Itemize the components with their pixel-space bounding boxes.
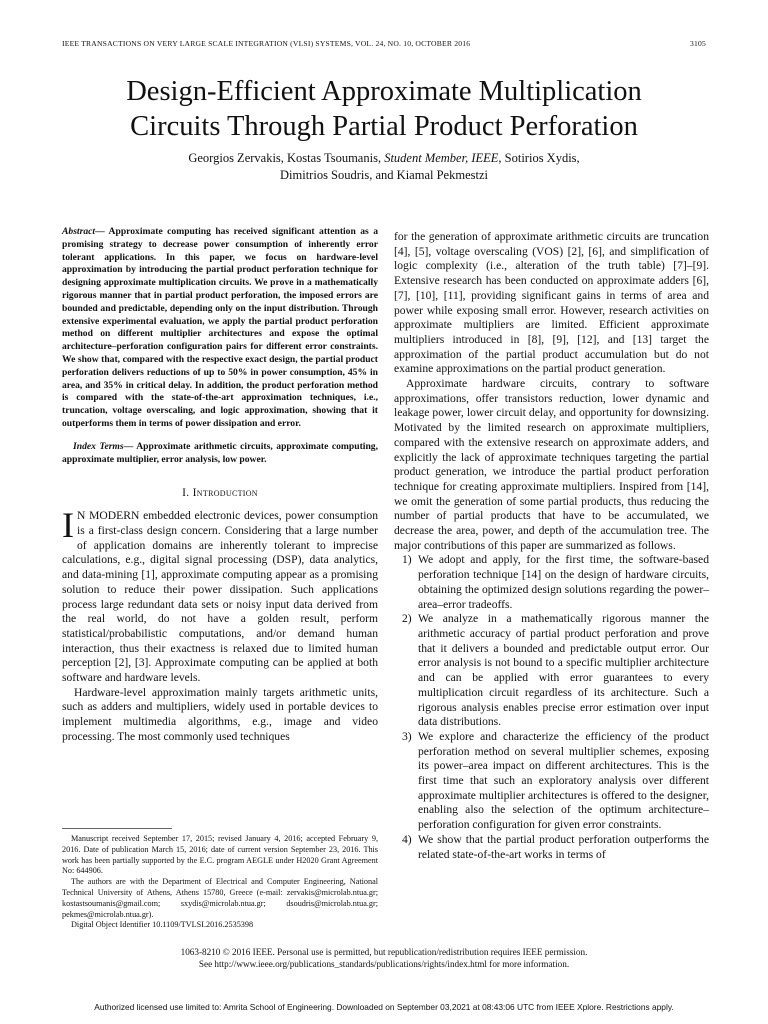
intro-paragraph-2: Hardware-level approximation mainly targets arithmetic units, such as adders and multipliers, widely used in portable devices to implement multimedia algorithms, e.g., image and video processing. The most commonly used techniques — [62, 685, 378, 743]
right-paragraph-2: Approximate hardware circuits, contrary to software approximations, offer transistors reduction, lower dynamic and leakage power, lower circuit delay, and opportunity for downsizing. Motivated by the limited research on approximate multipliers, compared with the extensive research on approximate adders, and explicitly the lack of approximate techniques targeting the partial product generation, we introduce the partial product perforation technique for creating approximate multipliers. Inspired from [14], we omit the generation of some partial products, thus reducing the number of partial products that have to be accumulated, we decrease the area, power, and depth of the accumulation tree. The major contributions of this paper are summarized as follows. — [394, 377, 709, 552]
footnotes — [62, 834, 378, 931]
list-item-text: We analyze in a mathematically rigorous manner the arithmetic accuracy of partial product perforation and prove that it delivers a bounded and predictable output error. Our error analysis is not bound to a specific multiplier architecture and can be applied with error guarantees to every multiplication circuit regardless of its architecture. Such a rigorous analysis enables precise error estimation over input data distributions. — [418, 612, 709, 729]
intro-lead-words: N MODERN — [77, 509, 140, 523]
contributions-list — [394, 553, 709, 862]
list-item-number: 4) — [402, 832, 412, 846]
list-item — [394, 612, 709, 730]
index-terms — [62, 441, 378, 467]
copyright-line-2: See http://www.ieee.org/publications_standards/publications/rights/index.html for more information. — [198, 959, 570, 969]
title-line-2: Circuits Through Partial Product Perforation — [130, 111, 638, 142]
footnote-divider — [62, 828, 172, 829]
intro-paragraph-1-text: embedded electronic devices, power consumption is a first-class design concern. Considering that a large number of application domains are inherently tolerant to imprecise calculations, e.g., digital signal processing (DSP), data analytics, and data-mining [1], approximate computing appear as a promising solution to reduce their power dissipation. Such applications process large redundant data sets or noisy input data derived from the real world, do not have a golden result, perform statistical/probabilistic computations, and/or demand human interaction, thus their exactness is relaxed due to limited human perception [2], [3]. Approximate computing can be applied at both software and hardware levels. — [62, 509, 379, 685]
intro-paragraph-1 — [62, 505, 379, 685]
footnote-received: Manuscript received September 17, 2015; revised January 4, 2016; accepted February 9, 2016. Date of publication March 15, 2016; date of current version September 23, 2016. This work has been partially supported by the E.C. program AEGLE under H2020 Grant Agreement No: 644906. — [62, 834, 378, 876]
list-item-number: 3) — [402, 729, 412, 743]
list-item-text: We adopt and apply, for the first time, the software-based perforation technique [14] on the design of hardware circuits, obtaining the optimized design solutions regarding the power–area–error tradeoffs. — [418, 553, 709, 611]
title-line-1: Design-Efficient Approximate Multiplication — [126, 76, 642, 107]
footnote-affiliation: The authors are with the Department of Electrical and Computer Engineering, National Technical University of Athens, Athens 15780, Greece (e-mail: zervakis@microlab.ntua.gr; kostastsoumanis@gmail.com; sxydis@microlab.ntua.gr; dsoudris@microlab.ntua.gr; pekmes@microlab.ntua.gr). — [62, 877, 378, 919]
authors-names-a: Georgios Zervakis, Kostas Tsoumanis, — [188, 151, 385, 165]
section-heading-introduction: I. Introduction — [182, 486, 258, 500]
list-item-number: 1) — [402, 553, 412, 567]
copyright-line-1: 1063-8210 © 2016 IEEE. Personal use is permitted, but republication/redistribution requires IEEE permission. — [180, 947, 588, 957]
copyright-notice — [60, 946, 708, 970]
index-terms-label: Index Terms — [73, 440, 124, 452]
author-list — [60, 150, 708, 184]
drop-cap: I — [62, 505, 74, 546]
paper-title — [60, 74, 708, 144]
index-terms-text: — Approximate arithmetic circuits, approximate computing, approximate multiplier, error analysis, low power. — [62, 440, 378, 465]
footnote-doi: Digital Object Identifier 10.1109/TVLSI.2016.2535398 — [71, 920, 254, 930]
abstract — [62, 226, 378, 431]
right-paragraph-1: for the generation of approximate arithmetic circuits are truncation [4], [5], voltage overscaling (VOS) [2], [6], and simplification of logic complexity (i.e., alteration of the truth table) [7]–[9]. Extensive research has been conducted on approximate adders [6], [7], [10], [11], providing significant gains in terms of area and power while exposing small error. However, research activities on approximate multipliers are limited. Efficient approximate multipliers introduced in [8], [9], [12], and [13] target the approximation of the partial product accumulation but do not examine approximations on the partial product generation. — [394, 230, 709, 376]
abstract-label: Abstract — [62, 226, 96, 237]
list-item-number: 2) — [402, 612, 412, 626]
list-item — [394, 730, 709, 833]
left-column — [62, 226, 378, 745]
list-item — [394, 833, 709, 862]
list-item-text: We show that the partial product perforation outperforms the related state-of-the-art works in terms of — [418, 832, 709, 861]
authors-line-1 — [60, 150, 708, 167]
right-column — [394, 230, 709, 862]
author-membership: Student Member, IEEE — [384, 151, 499, 165]
journal-name: IEEE TRANSACTIONS ON VERY LARGE SCALE INTEGRATION (VLSI) SYSTEMS, VOL. 24, NO. 10, OCTOBER 2016 — [62, 39, 471, 48]
page-number: 3105 — [690, 39, 706, 48]
abstract-text: — Approximate computing has received significant attention as a promising strategy to decrease power consumption of inherently error tolerant applications. In this paper, we focus on hardware-level approximation by introducing the partial product perforation technique for designing approximate multiplication circuits. We prove in a mathematically rigorous manner that in partial product perforation, the imposed errors are bounded and predictable, depending only on the input distribution. Through extensive experimental evaluation, we apply the partial product perforation method on different multiplier architectures and expose the optimal architecture–perforation configuration pairs for different error constraints. We show that, compared with the respective exact design, the partial product perforation delivers reductions of up to 50% in power consumption, 45% in area, and 35% in critical delay. In addition, the product perforation method is compared with the state-of-the-art approximation techniques, i.e., truncation, voltage overscaling, and logic approximation, showing that it outperforms them in terms of power dissipation and error. — [62, 226, 378, 429]
introduction-body — [62, 505, 379, 744]
list-item-text: We explore and characterize the efficiency of the product perforation method on several multiplier schemes, exposing its power–area impact on different architectures. This is the first time that such an exploratory analysis over different approximate multiplier architectures is offered to the designer, enabling also the selection of the optimum architecture–perforation configuration for given error constraints. — [418, 729, 709, 832]
right-column-body — [394, 230, 709, 862]
list-item — [394, 553, 709, 612]
authors-names-c: , Sotirios Xydis, — [498, 151, 580, 165]
download-license-note: Authorized licensed use limited to: Amrita School of Engineering. Downloaded on September 03,2021 at 08:43:06 UTC from IEEE Xplore. Restrictions apply. — [94, 1002, 674, 1012]
authors-line-2: Dimitrios Soudris, and Kiamal Pekmestzi — [280, 168, 488, 182]
